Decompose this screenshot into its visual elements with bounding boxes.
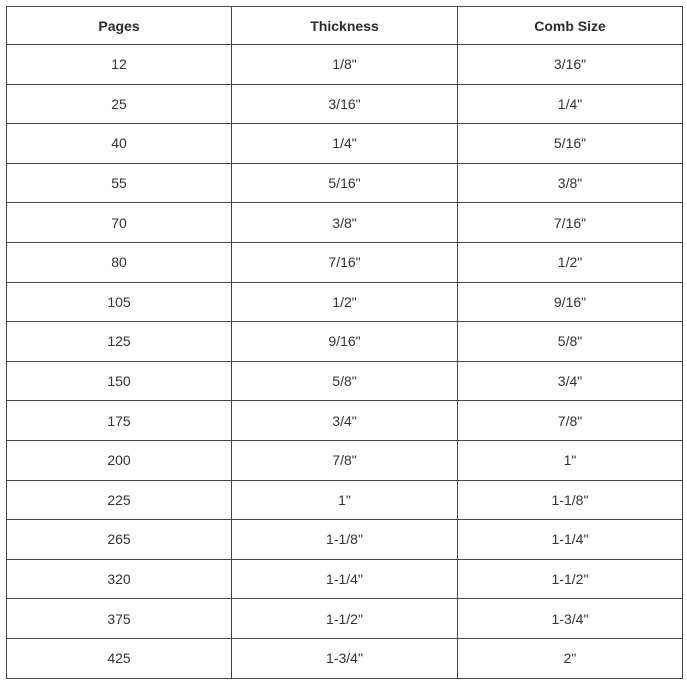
- cell-comb-size: 1/2": [458, 242, 683, 282]
- table-row: [7, 638, 683, 678]
- cell-thickness: 7/16": [232, 242, 458, 282]
- cell-comb-size: 3/8": [458, 163, 683, 203]
- cell-comb-size: 1/4": [458, 84, 683, 124]
- cell-pages: 12: [7, 45, 232, 85]
- table-row: [7, 163, 683, 203]
- table-header: [7, 7, 683, 45]
- cell-thickness: 7/8": [232, 440, 458, 480]
- table-row: [7, 440, 683, 480]
- cell-pages: 200: [7, 440, 232, 480]
- cell-thickness: 1/8": [232, 45, 458, 85]
- comb-size-table-container: [6, 6, 682, 679]
- cell-comb-size: 1-1/8": [458, 480, 683, 520]
- header-row: [7, 7, 683, 45]
- cell-comb-size: 5/8": [458, 322, 683, 362]
- table-row: [7, 45, 683, 85]
- cell-comb-size: 1-1/4": [458, 520, 683, 560]
- table-row: [7, 242, 683, 282]
- cell-pages: 70: [7, 203, 232, 243]
- cell-pages: 225: [7, 480, 232, 520]
- table-row: [7, 124, 683, 164]
- table-row: [7, 520, 683, 560]
- cell-pages: 375: [7, 599, 232, 639]
- table-row: [7, 322, 683, 362]
- cell-comb-size: 1": [458, 440, 683, 480]
- cell-pages: 55: [7, 163, 232, 203]
- cell-thickness: 5/8": [232, 361, 458, 401]
- cell-comb-size: 3/4": [458, 361, 683, 401]
- cell-comb-size: 5/16": [458, 124, 683, 164]
- cell-pages: 25: [7, 84, 232, 124]
- header-comb-size: Comb Size: [458, 7, 683, 45]
- cell-comb-size: 3/16": [458, 45, 683, 85]
- cell-comb-size: 2": [458, 638, 683, 678]
- header-pages: Pages: [7, 7, 232, 45]
- cell-thickness: 1-3/4": [232, 638, 458, 678]
- cell-thickness: 1": [232, 480, 458, 520]
- table-row: [7, 203, 683, 243]
- table-row: [7, 282, 683, 322]
- cell-thickness: 1-1/4": [232, 559, 458, 599]
- cell-thickness: 3/16": [232, 84, 458, 124]
- table-row: [7, 401, 683, 441]
- cell-thickness: 3/4": [232, 401, 458, 441]
- cell-thickness: 1-1/8": [232, 520, 458, 560]
- cell-comb-size: 9/16": [458, 282, 683, 322]
- table-body: [7, 45, 683, 679]
- cell-pages: 320: [7, 559, 232, 599]
- cell-thickness: 1/4": [232, 124, 458, 164]
- table-row: [7, 599, 683, 639]
- cell-pages: 125: [7, 322, 232, 362]
- cell-comb-size: 7/16": [458, 203, 683, 243]
- table-row: [7, 559, 683, 599]
- cell-pages: 40: [7, 124, 232, 164]
- comb-size-table: [6, 6, 683, 679]
- cell-pages: 175: [7, 401, 232, 441]
- cell-pages: 425: [7, 638, 232, 678]
- cell-pages: 265: [7, 520, 232, 560]
- cell-comb-size: 1-1/2": [458, 559, 683, 599]
- cell-thickness: 5/16": [232, 163, 458, 203]
- cell-comb-size: 7/8": [458, 401, 683, 441]
- cell-comb-size: 1-3/4": [458, 599, 683, 639]
- cell-pages: 80: [7, 242, 232, 282]
- cell-thickness: 1/2": [232, 282, 458, 322]
- table-row: [7, 480, 683, 520]
- cell-thickness: 9/16": [232, 322, 458, 362]
- cell-pages: 105: [7, 282, 232, 322]
- cell-pages: 150: [7, 361, 232, 401]
- table-row: [7, 84, 683, 124]
- header-thickness: Thickness: [232, 7, 458, 45]
- cell-thickness: 3/8": [232, 203, 458, 243]
- cell-thickness: 1-1/2": [232, 599, 458, 639]
- table-row: [7, 361, 683, 401]
